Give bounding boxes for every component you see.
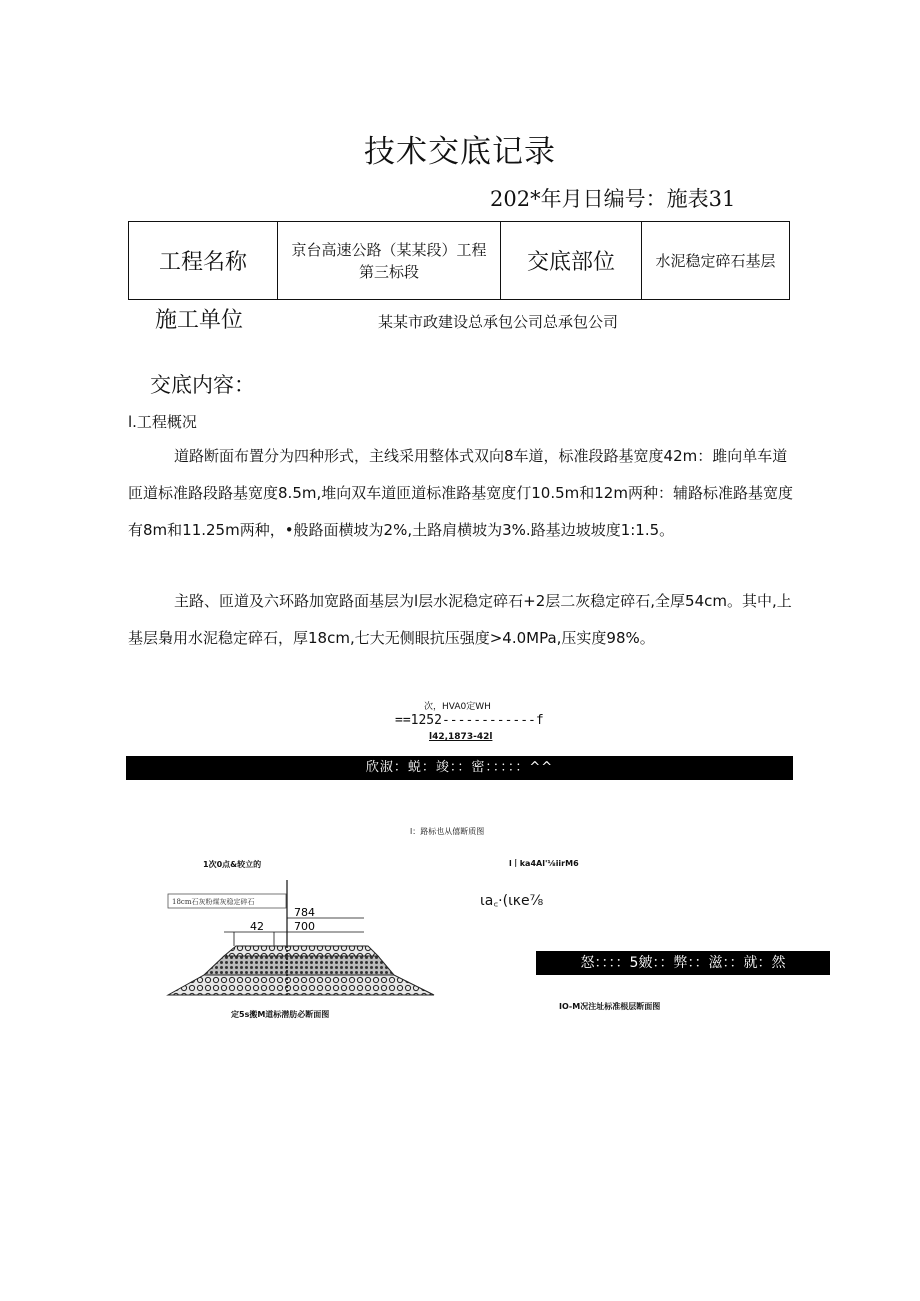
road-cross-section-diagram	[164, 880, 454, 1000]
header-table	[128, 221, 790, 300]
dim-784: 784	[294, 906, 315, 919]
dim-700: 700	[294, 920, 315, 933]
paragraph-1	[128, 438, 798, 549]
left-figure-caption-top: 1次0点&较立的	[203, 860, 262, 869]
part-label: 交底部位	[501, 222, 642, 300]
unit-label: 施工单位	[155, 308, 244, 333]
figure-top-line2: ==1252------------f	[395, 713, 544, 728]
figure-top-line1: 次，HVA0定WH	[424, 702, 491, 712]
right-figure-line2: ιa꜀·(ικe⅞	[480, 893, 544, 909]
project-name-line2: 第三标段	[358, 262, 419, 281]
base-layer	[168, 975, 434, 995]
left-figure-caption-bottom: 定5s搬M道标潜肪必断面图	[231, 1010, 330, 1019]
right-figure-caption-bottom: IO-M况注址标准根层断面图	[559, 1002, 661, 1011]
black-bar-2: 怒：：：：5皴：：弊：：滋：：就：然	[536, 951, 830, 975]
figure-caption-center: l：路标也从僖断质图	[410, 827, 485, 836]
content-label: 交底内容：	[150, 373, 255, 397]
paragraph-1-text: 道路断面布置分为四种形式，主线采用整体式双向8车道，标准段路基宽度42m：雎向单车道匝道标准路段路基宽度8.5m,堆向双车道匝道标准路基宽度仃10.5m和12m两种：辅路标准路基宽度有8m和11.25m两种，•般路面横坡为2%,土路肩横坡为3%.路基边坡坡度1:1.5。	[128, 447, 793, 539]
page-title: 技术交底记录	[364, 134, 556, 170]
black-bar-1: 欣淑：蜕：竣：：密：：：：：^^	[126, 756, 793, 780]
top-layer	[224, 946, 378, 956]
project-name-value	[278, 222, 501, 300]
right-figure-line1: l丨ka4Al'⅛iirM6	[509, 859, 579, 868]
legend-text: 18cm石灰粉煤灰稳定碎石	[172, 898, 255, 906]
unit-value: 某某市政建设总承包公司总承包公司	[378, 313, 619, 331]
date-number-line: 202*年月日编号：施表31	[490, 187, 736, 211]
mid-layer	[204, 956, 394, 975]
part-value: 水泥稳定碎石基层	[642, 222, 790, 300]
project-name-line1: 京台高速公路（某某段）工程	[291, 240, 487, 259]
paragraph-2	[128, 583, 798, 657]
figure-top-line3: l42,1873-42l	[429, 732, 493, 742]
paragraph-2-text: 主路、匝道及六环路加宽路面基层为l层水泥稳定碎石+2层二灰稳定碎石,全厚54cm。其中,上基层梟用水泥稳定碎石，厚18cm,七大无侧眼抗压强度>4.0MPa,压实度98%。	[128, 592, 792, 647]
dim-42: 42	[250, 920, 264, 933]
section-heading: l.工程概况	[128, 413, 197, 431]
project-name-label: 工程名称	[129, 222, 278, 300]
